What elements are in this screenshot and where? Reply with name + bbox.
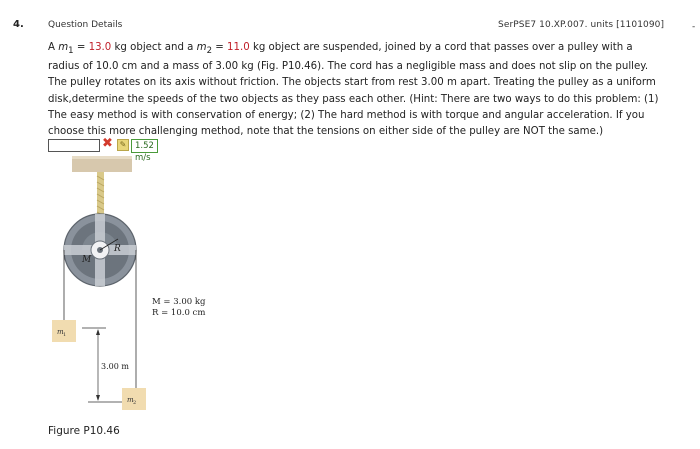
- m2-symbol: m: [196, 42, 207, 53]
- question-text-part: =: [212, 42, 228, 53]
- correct-answer-box: 1.52 m/s: [131, 139, 158, 153]
- m2-value: 11.0: [227, 42, 250, 53]
- question-text-part: A: [48, 42, 59, 53]
- mass-m2-label: m: [127, 396, 134, 404]
- m1-value: 13.0: [88, 42, 112, 53]
- question-text: [48, 40, 666, 140]
- distance-label: 3.00 m: [101, 362, 129, 371]
- mass-m1-label: m: [57, 328, 64, 336]
- question-details-label: Question Details: [48, 20, 123, 30]
- radius-spec-label: R = 10.0 cm: [152, 308, 206, 318]
- question-number: 4.: [13, 19, 24, 30]
- ceiling-highlight: [72, 156, 132, 159]
- m1-subscript: 1: [68, 46, 74, 57]
- mass-m1-sub: 1: [63, 332, 67, 338]
- pulley-figure: [48, 150, 238, 422]
- key-icon[interactable]: ✎: [117, 139, 129, 151]
- question-text-part: =: [73, 42, 89, 53]
- question-text-part: kg object and a: [111, 42, 197, 53]
- question-text-part: kg object are suspended, joined by a cord that passes over a pulley with a radius of 10.0 cm and a mass of 3.00 kg (Fig. P10.46). The cord has a negligible mass and does not slip on the pulley. The pulley rotates on its axis without friction. The objects start from rest 3.00 m apart. Treating the pulley as a uniform disk,determine the speeds of the two objects as they pass each other. (Hint: There are two ways to do this problem: (1) The easy method is with conservation of energy; (2) The hard method is with torque and angular acceleration. If you choose this more challenging method, note that the tensions on either side of the pulley are NOT the same.): [48, 42, 659, 138]
- hanger-chain: [97, 172, 104, 220]
- pulley-mass-label: M: [82, 255, 92, 265]
- pulley-radius-label: R: [114, 244, 121, 254]
- m2-subscript: 2: [206, 46, 213, 57]
- trailing-mark: -: [692, 22, 696, 32]
- mass-m2-block: [122, 388, 146, 410]
- m1-symbol: m: [58, 42, 69, 53]
- mass-m2-sub: 2: [133, 400, 137, 406]
- mass-spec-label: M = 3.00 kg: [152, 297, 206, 307]
- figure-caption: Figure P10.46: [48, 425, 120, 437]
- question-reference: SerPSE7 10.XP.007. units [1101090]: [498, 20, 665, 30]
- x-mark-icon: ✖: [102, 136, 113, 151]
- pulley: [64, 214, 136, 286]
- mass-m1-block: [52, 320, 76, 342]
